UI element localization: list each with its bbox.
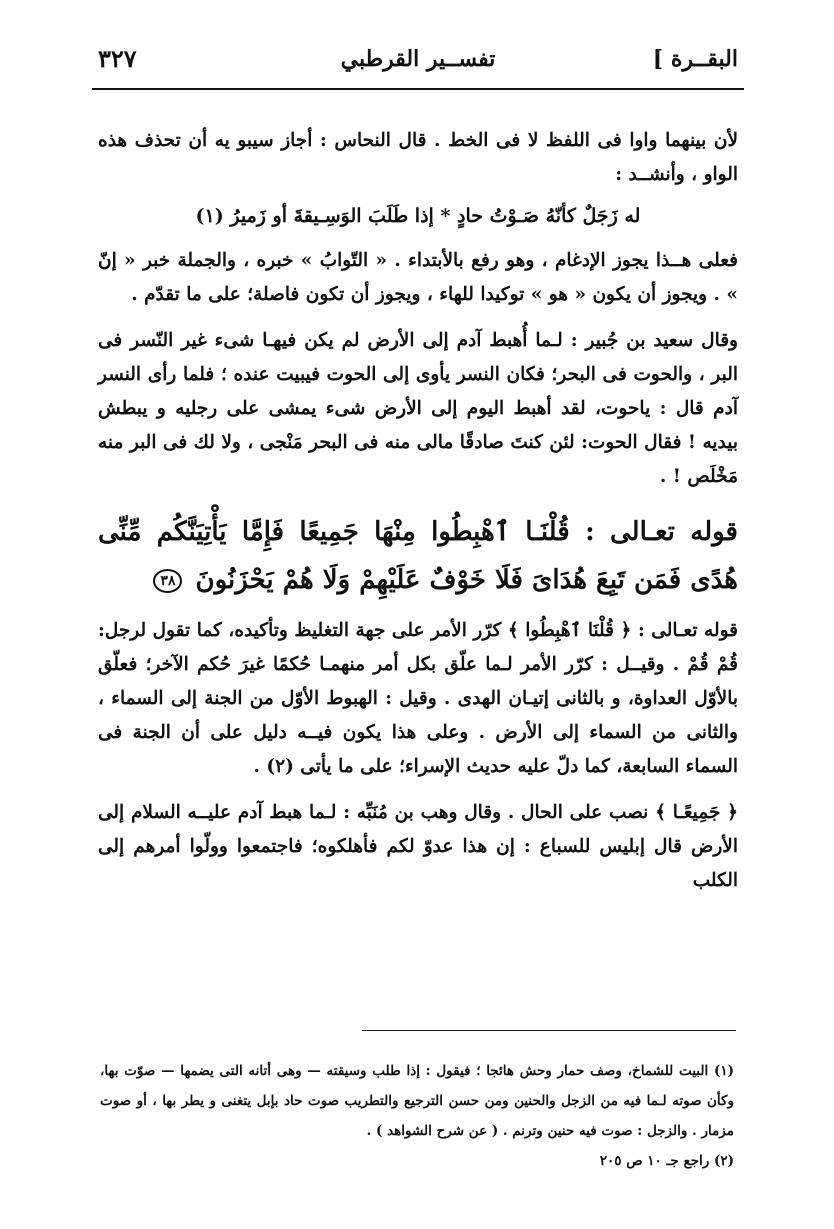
paragraph-3: وقال سعيد بن جُبير : لـما أُهبط آدم إلى الأرض لم يكن فيهـا شىء غير النّسر فى البر ، والحوت فى البحر؛ فكان النسر يأوى إلى الحوت فيبيت عنده ؛ فلما رأى النسر آدم قال : ياحوت، لقد أهبط اليوم إلى الأرض شىء يمشى على رجليه و يبطش بيديه ! فقال الحوت: لئن كنتَ صادقًا مالى منه فى البحر مَنْجى ، ولا لك فى البر منه مَخْلَص ! . [98, 330, 738, 487]
book-title: تفســير القرطبي [340, 46, 496, 72]
quran-text: قُلْنَـا ٱهْبِطُوا مِنْهَا جَمِيعًا فَإِمَّا يَأْتِيَنَّكُم مِّنِّى هُدًى فَمَن تَبِعَ هُدَاىَ فَلَا خَوْفٌ عَلَيْهِمْ وَلَا هُمْ يَحْزَنُونَ [98, 517, 738, 595]
surah-name: البقــرة ] [652, 46, 738, 72]
footnotes [100, 1056, 734, 1176]
ayah-number-marker: ٣٨ [153, 569, 182, 593]
paragraph-2: فعلى هــذا يجوز الإدغام ، وهو رفع بالأبتداء . « التّوابُ » خبره ، والجملة خبر « إنّ » . ويجوز أن يكون « هو » توكيدا للهاء ، ويجوز أن تكون فاصلة؛ على ما تقدّم . [98, 250, 738, 305]
footnote-2: (٢) راجع جـ ١٠ ص ٢٠٥ [599, 1153, 734, 1169]
footnote-1: (١) البيت للشماخ، وصف حمار وحش هائجا ؛ فيقول : إذا طلب وسيقته — وهى أتانه التى يضمها — صوّت بها، وكأن صوته لـما فيه من الزجل والحنين ومن حسن الترجيع والتطريب صوت حاد بإبل يتغنى و يطر بها ، أو صوت مزمار . والزجل : صوت فيه حنين وترنم . ( عن شرح الشواهد ) . [100, 1063, 734, 1139]
poetry-verse: له زَجَلٌ كأنّهُ صَـوْتُ حادٍ * إذا طَلَبَ الوَسِـيقةَ أو زَميرُ (١) [195, 205, 641, 227]
quran-intro: قوله تعـالى : [585, 517, 738, 547]
paragraph-1: لأن بينهما واوا فى اللفظ لا فى الخط . قال النحاس : أجاز سيبو يه أن تحذف هذه الواو ، وأنشــد : [98, 130, 738, 185]
paragraph-5: ﴿ جَمِيعًـا ﴾ نصب على الحال . وقال وهب بن مُنَبِّه : لـما هبط آدم عليــه السلام إلى الأرض قال إبليس للسباع : إن هذا عدوّ لكم فأهلكوه؛ فاجتمعوا وولّوا أمرهم إلى الكلب [98, 802, 738, 891]
header-rule [92, 88, 744, 90]
page-number: ٣٢٧ [98, 44, 137, 73]
running-header [98, 44, 738, 84]
footnote-separator [362, 1030, 736, 1031]
quran-verse [98, 508, 738, 604]
paragraph-4: قوله تعـالى : ﴿ قُلْنَا ٱهْبِطُوا ﴾ كرّر الأمر على جهة التغليظ وتأكيده، كما تقول لرجل: قُمْ قُمْ . وقيــل : كرّر الأمر لـما علّق بكل أمر منهمـا حُكمًا غيرَ حُكم الآخر؛ فعلّق بالأوّل العداوة، و بالثانى إتيـان الهدى . وقيل : الهبوط الأوّل من الجنة إلى السماء ، والثانى من السماء إلى الأرض . وعلى هذا يكون فيــه دليل على أن الجنة فى السماء السابعة، كما دلّ عليه حديث الإسراء؛ على ما يأتى (٢) . [98, 620, 738, 777]
main-text [98, 124, 738, 898]
